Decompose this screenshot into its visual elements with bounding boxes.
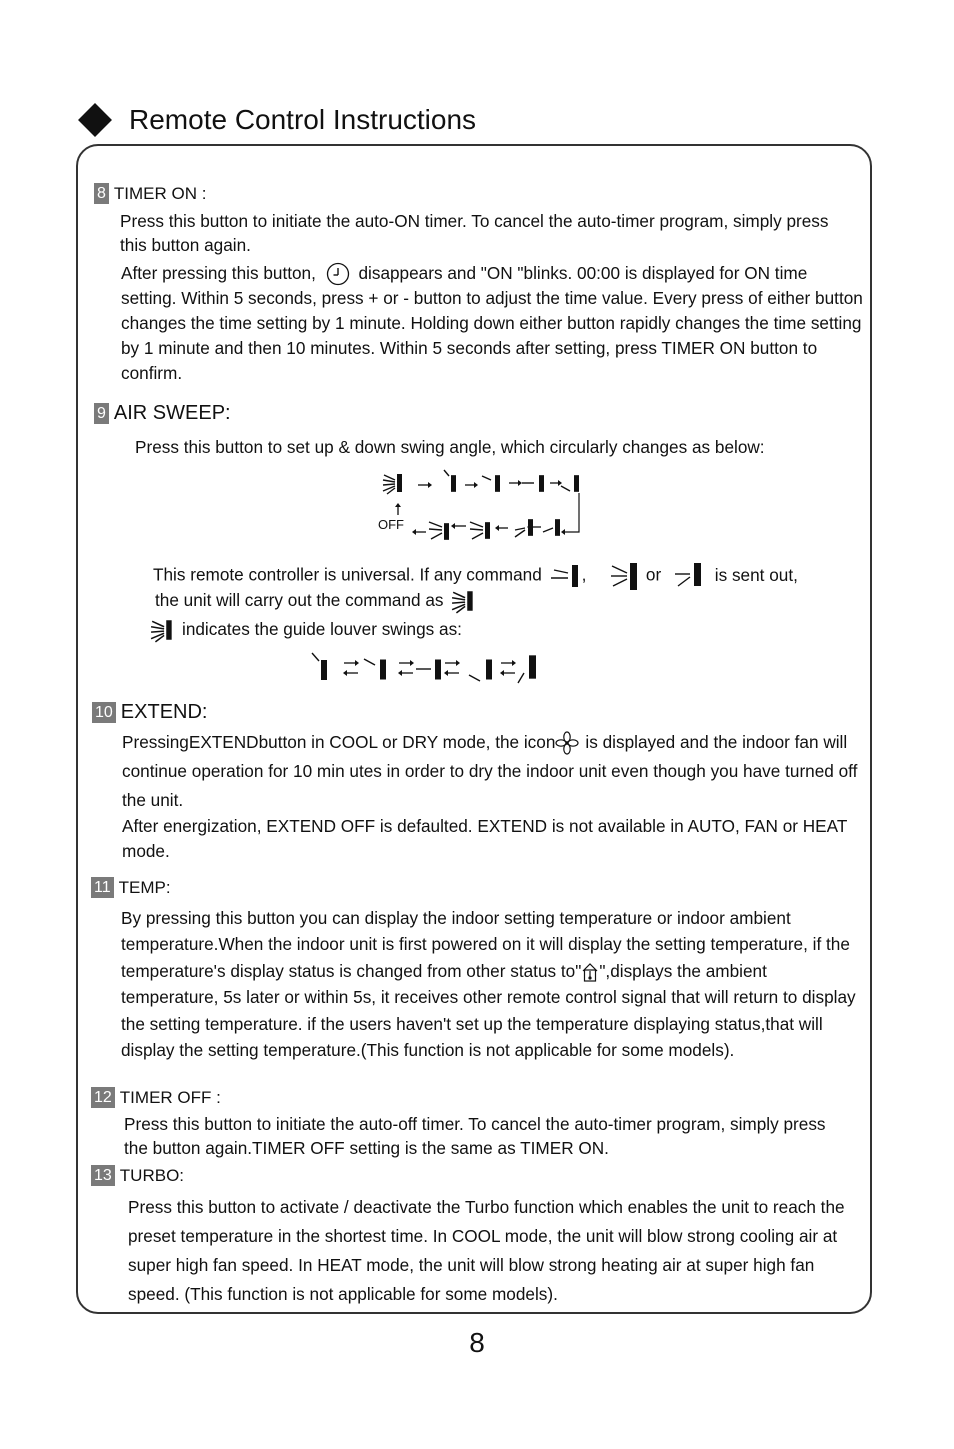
fan-icon xyxy=(555,731,579,755)
section-timer-on-heading xyxy=(94,183,206,204)
louver-swing-sequence-diagram xyxy=(308,648,543,686)
section-extend-heading xyxy=(92,701,207,724)
louver-position-7-icon xyxy=(470,522,490,539)
louver-position-1-icon xyxy=(312,653,327,680)
house-thermometer-icon xyxy=(581,962,599,982)
temp-para-1: By pressing this button you can display the indoor setting temperature or indoor ambient temperature.When the indoor unit is first powered on it will display the setting temperature, if the temperature's display status is changed from other status to" ",displays the ambient temperature, 5s later or within 5s, it receives other remote control signal that will return to display the setting temperature. if the users haven't set up the temperature displaying status,that will display the setting temperature.(This function is not applicable for some models). xyxy=(121,908,856,1061)
arrow-left-icon xyxy=(412,529,426,535)
air-sweep-para-4: indicates the guide louver swings as: xyxy=(150,617,750,643)
timer-on-para-2: After pressing this button, disappears and "ON "blinks. 00:00 is displayed for ON time setting. Within 5 seconds, press + or - button to adjust the time value. Every press of either button changes the time setting by 1 minute. Holding down either button rapidly changes the time setting by 1 minute and then 10 minutes. Within 5 seconds after setting, press TIMER ON button to confirm. xyxy=(121,263,863,384)
air-sweep-para-2: This remote controller is universal. If any command , or is sent out, xyxy=(153,561,833,591)
section-number: 12 xyxy=(91,1087,115,1108)
air-sweep-para-1: Press this button to set up & down swing angle, which circularly changes as below: xyxy=(135,437,765,457)
section-label: TEMP: xyxy=(118,877,171,897)
louver-position-3-icon xyxy=(522,475,544,492)
section-number: 9 xyxy=(94,403,109,424)
louver-position-1-icon xyxy=(444,470,456,492)
section-number: 11 xyxy=(91,877,114,898)
off-label: OFF xyxy=(378,517,404,532)
clock-icon xyxy=(325,262,351,286)
louver-position-4-icon xyxy=(561,475,579,492)
turbo-para-1: Press this button to activate / deactivate the Turbo function which enables the unit to reach the preset temperature in the shortest time. In COOL mode, the unit will blow strong cooling air at super high fan speed. In HEAT mode, the unit will blow strong heating air at super high fan speed. (This function is not applicable for some models). xyxy=(128,1197,845,1304)
page-header xyxy=(78,100,476,140)
section-label: TIMER ON : xyxy=(113,183,207,203)
extend-para-1: PressingEXTENDbutton in COOL or DRY mode, the icon is displayed and the indoor fan will continue operation for 10 min utes in order to dry the indoor unit even though you have turned off the unit. xyxy=(122,732,858,810)
louver-position-2-icon xyxy=(364,659,386,680)
section-number: 10 xyxy=(92,702,116,723)
arrow-left-icon xyxy=(451,523,466,529)
arrow-right-icon xyxy=(465,482,478,488)
louver-position-6-icon xyxy=(515,519,533,537)
louver-position-3-icon xyxy=(416,660,441,680)
extend-para-2: After energization, EXTEND OFF is defaulted. EXTEND is not available in AUTO, FAN or HEAT mode. xyxy=(122,816,848,861)
arrow-right-icon xyxy=(550,480,562,486)
louver-fixed-mid-icon xyxy=(607,561,641,591)
arrow-up-icon xyxy=(395,503,401,515)
section-turbo-heading xyxy=(91,1165,184,1186)
air-sweep-para-3: the unit will carry out the command as xyxy=(155,588,755,614)
arrow-right-icon xyxy=(509,480,522,486)
swing-cycle-diagram xyxy=(375,462,590,547)
page-number: 8 xyxy=(469,1327,485,1358)
section-label: TIMER OFF : xyxy=(119,1087,221,1107)
section-number: 8 xyxy=(94,183,109,204)
arrow-right-icon xyxy=(418,482,432,488)
section-number: 13 xyxy=(91,1165,115,1186)
section-label: TURBO: xyxy=(119,1165,185,1185)
swing-all-icon xyxy=(451,588,477,614)
double-arrow-icon xyxy=(500,660,516,676)
louver-fixed-down-icon xyxy=(672,561,706,591)
section-label: AIR SWEEP: xyxy=(113,402,231,424)
section-label: EXTEND: xyxy=(120,701,208,723)
louver-position-5-icon xyxy=(543,519,560,536)
section-air-sweep-heading xyxy=(94,402,231,425)
diamond-bullet-icon xyxy=(78,103,112,137)
page-title: Remote Control Instructions xyxy=(129,104,477,135)
return-connector xyxy=(565,493,579,532)
section-temp-heading xyxy=(91,877,171,898)
louver-position-5-icon xyxy=(518,655,536,683)
timer-on-para-1: Press this button to initiate the auto-ON timer. To cancel the auto-timer program, simply press this button again. xyxy=(120,211,829,255)
arrow-left-icon xyxy=(561,529,565,535)
section-timer-off-heading xyxy=(91,1087,221,1108)
louver-position-4-icon xyxy=(469,660,492,682)
timer-off-para-1: Press this button to initiate the auto-off timer. To cancel the auto-timer program, simply press the button again.TIMER OFF setting is the same as TIMER ON. xyxy=(124,1114,826,1158)
double-arrow-icon xyxy=(444,660,460,676)
arrow-left-icon xyxy=(495,525,508,531)
louver-fixed-up-icon xyxy=(548,561,582,591)
swing-all-icon xyxy=(383,474,402,494)
swing-all-icon xyxy=(150,617,176,643)
double-arrow-icon xyxy=(398,660,414,676)
louver-position-2-icon xyxy=(482,475,500,492)
louver-position-8-icon xyxy=(429,522,449,540)
double-arrow-icon xyxy=(343,660,359,676)
